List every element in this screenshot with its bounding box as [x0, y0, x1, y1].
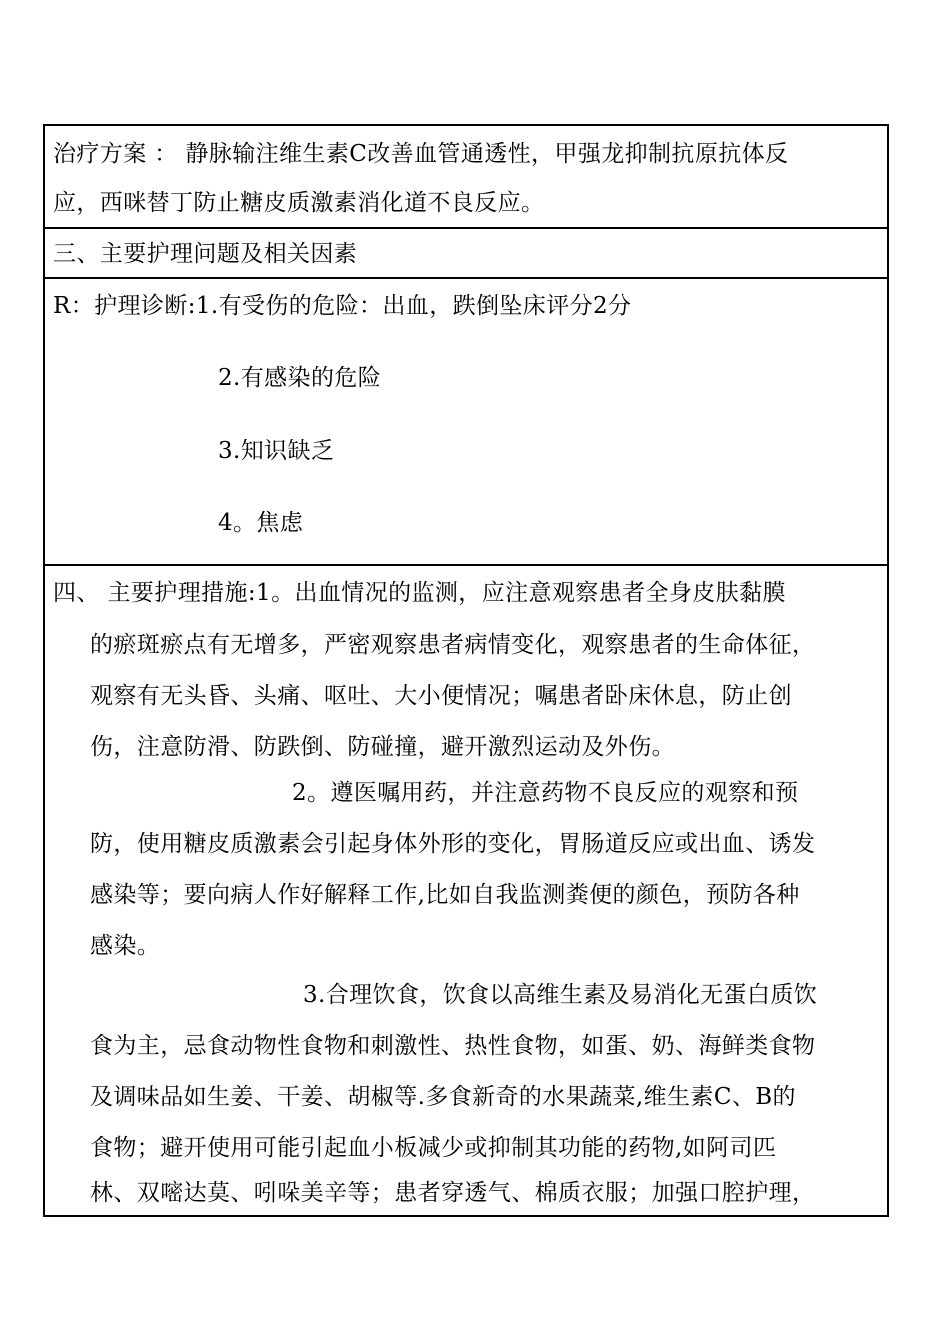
diagnosis-item-3: 3.知识缺乏: [218, 438, 335, 464]
measures-line: 感染等；要向病人作好解释工作,比如自我监测粪便的颜色，预防各种: [90, 882, 800, 908]
section-3-heading-row: [45, 229, 887, 279]
measures-line: 四、 主要护理措施:1。出血情况的监测，应注意观察患者全身皮肤黏膜: [53, 580, 786, 606]
measures-line: 林、双嘧达莫、吲哚美辛等；患者穿透气、棉质衣服；加强口腔护理，: [90, 1180, 816, 1206]
treatment-plan-line-1: 治疗方案 ： 静脉输注维生素C改善血管通透性，甲强龙抑制抗原抗体反: [53, 141, 789, 167]
nursing-record-table: [43, 124, 889, 1217]
measures-line: 食物；避开使用可能引起血小板减少或抑制其功能的药物,如阿司匹: [90, 1135, 777, 1161]
measures-line: 观察有无头昏、头痛、呕吐、大小便情况；嘱患者卧床休息，防止创: [90, 683, 792, 709]
diagnosis-item-4: 4。焦虑: [218, 510, 304, 536]
measures-line: 及调味品如生姜、干姜、胡椒等.多食新奇的水果蔬菜,维生素C、B的: [90, 1084, 796, 1110]
section-3-heading: 三、主要护理问题及相关因素: [53, 241, 358, 267]
measures-line: 防，使用糖皮质激素会引起身体外形的变化，胃肠道反应或出血、诱发: [90, 831, 816, 857]
measures-line: 伤，注意防滑、防跌倒、防碰撞，避开激烈运动及外伤。: [90, 734, 675, 760]
treatment-plan-row: [45, 126, 887, 229]
diagnosis-line-1: R：护理诊断:1.有受伤的危险：出血，跌倒坠床评分2分: [53, 293, 632, 319]
measures-line: 的瘀斑瘀点有无增多，严密观察患者病情变化，观察患者的生命体征，: [90, 632, 816, 658]
nursing-diagnosis-row: [45, 279, 887, 566]
nursing-measures-row: [45, 566, 887, 1215]
measures-line: 食为主，忌食动物性食物和刺激性、热性食物，如蛋、奶、海鲜类食物: [90, 1033, 816, 1059]
measures-line: 感染。: [90, 933, 161, 959]
measures-line: 2。遵医嘱用药，并注意药物不良反应的观察和预: [292, 780, 799, 806]
measures-line: 3.合理饮食，饮食以高维生素及易消化无蛋白质饮: [303, 982, 818, 1008]
diagnosis-item-2: 2.有感染的危险: [218, 365, 382, 391]
treatment-plan-line-2: 应，西咪替丁防止糖皮质激素消化道不良反应。: [53, 190, 545, 216]
